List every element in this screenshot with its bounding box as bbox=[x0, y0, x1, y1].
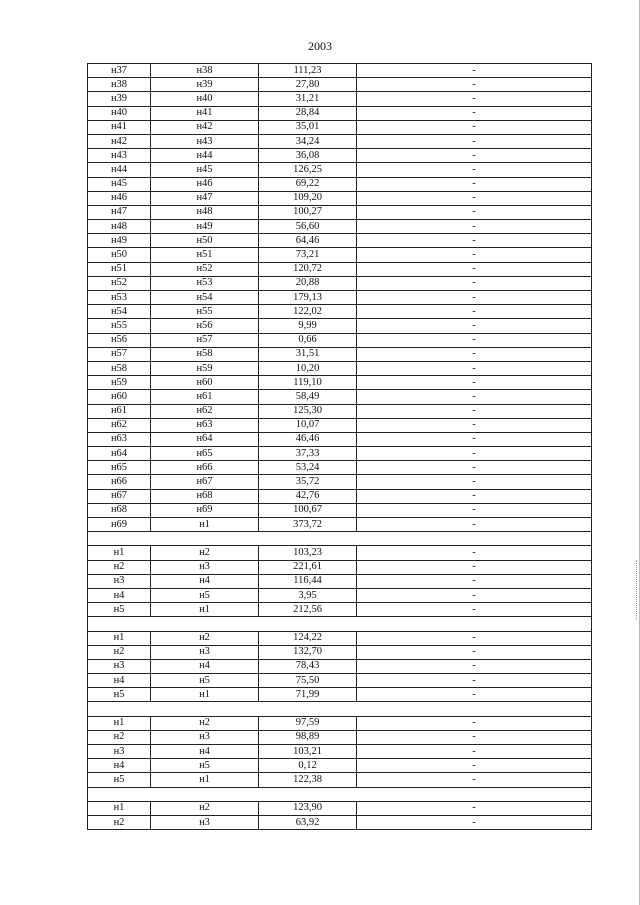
note-cell: - bbox=[357, 120, 592, 134]
note-cell: - bbox=[357, 475, 592, 489]
note-cell: - bbox=[357, 291, 592, 305]
from-point-cell: н44 bbox=[88, 163, 151, 177]
from-point-cell: н57 bbox=[88, 347, 151, 361]
table-row bbox=[88, 177, 592, 191]
from-point-cell: н60 bbox=[88, 390, 151, 404]
from-point-cell: н3 bbox=[88, 659, 151, 673]
from-point-cell: н51 bbox=[88, 262, 151, 276]
distance-cell: 122,38 bbox=[259, 773, 357, 787]
note-cell: - bbox=[357, 659, 592, 673]
table-row bbox=[88, 659, 592, 673]
note-cell: - bbox=[357, 745, 592, 759]
from-point-cell: н62 bbox=[88, 418, 151, 432]
table-row bbox=[88, 78, 592, 92]
to-point-cell: н4 bbox=[151, 659, 259, 673]
distance-cell: 56,60 bbox=[259, 220, 357, 234]
from-point-cell: н52 bbox=[88, 276, 151, 290]
distance-cell: 103,23 bbox=[259, 546, 357, 560]
table-row bbox=[88, 205, 592, 219]
distance-cell: 9,99 bbox=[259, 319, 357, 333]
table-row bbox=[88, 191, 592, 205]
from-point-cell: н4 bbox=[88, 674, 151, 688]
table-row bbox=[88, 815, 592, 829]
note-cell: - bbox=[357, 815, 592, 829]
distance-cell: 73,21 bbox=[259, 248, 357, 262]
to-point-cell: н1 bbox=[151, 773, 259, 787]
from-point-cell: н46 bbox=[88, 191, 151, 205]
from-point-cell: н4 bbox=[88, 759, 151, 773]
to-point-cell: н57 bbox=[151, 333, 259, 347]
to-point-cell: н50 bbox=[151, 234, 259, 248]
note-cell: - bbox=[357, 631, 592, 645]
to-point-cell: н65 bbox=[151, 447, 259, 461]
distance-cell: 119,10 bbox=[259, 376, 357, 390]
table-row bbox=[88, 92, 592, 106]
to-point-cell: н3 bbox=[151, 645, 259, 659]
from-point-cell: н2 bbox=[88, 730, 151, 744]
distance-cell: 0,66 bbox=[259, 333, 357, 347]
note-cell: - bbox=[357, 447, 592, 461]
distance-cell: 78,43 bbox=[259, 659, 357, 673]
note-cell: - bbox=[357, 149, 592, 163]
table-row bbox=[88, 220, 592, 234]
distance-cell: 212,56 bbox=[259, 603, 357, 617]
table-row bbox=[88, 347, 592, 361]
distance-cell: 34,24 bbox=[259, 134, 357, 148]
table-row bbox=[88, 560, 592, 574]
from-point-cell: н59 bbox=[88, 376, 151, 390]
table-row bbox=[88, 688, 592, 702]
note-cell: - bbox=[357, 333, 592, 347]
note-cell: - bbox=[357, 588, 592, 602]
distance-cell: 31,21 bbox=[259, 92, 357, 106]
separator-cell bbox=[88, 787, 592, 801]
to-point-cell: н4 bbox=[151, 574, 259, 588]
distance-cell: 132,70 bbox=[259, 645, 357, 659]
to-point-cell: н63 bbox=[151, 418, 259, 432]
to-point-cell: н2 bbox=[151, 801, 259, 815]
separator-cell bbox=[88, 702, 592, 716]
to-point-cell: н52 bbox=[151, 262, 259, 276]
from-point-cell: н38 bbox=[88, 78, 151, 92]
distance-cell: 28,84 bbox=[259, 106, 357, 120]
distance-cell: 20,88 bbox=[259, 276, 357, 290]
note-cell: - bbox=[357, 560, 592, 574]
distance-cell: 64,46 bbox=[259, 234, 357, 248]
to-point-cell: н60 bbox=[151, 376, 259, 390]
boundary-points-table bbox=[87, 63, 592, 830]
table-row bbox=[88, 234, 592, 248]
scan-artifact bbox=[635, 560, 637, 620]
distance-cell: 122,02 bbox=[259, 305, 357, 319]
from-point-cell: н55 bbox=[88, 319, 151, 333]
table-row bbox=[88, 106, 592, 120]
to-point-cell: н5 bbox=[151, 759, 259, 773]
distance-cell: 63,92 bbox=[259, 815, 357, 829]
table-row bbox=[88, 447, 592, 461]
distance-cell: 100,27 bbox=[259, 205, 357, 219]
note-cell: - bbox=[357, 163, 592, 177]
distance-cell: 35,01 bbox=[259, 120, 357, 134]
distance-cell: 111,23 bbox=[259, 64, 357, 78]
note-cell: - bbox=[357, 801, 592, 815]
from-point-cell: н39 bbox=[88, 92, 151, 106]
from-point-cell: н69 bbox=[88, 518, 151, 532]
from-point-cell: н43 bbox=[88, 149, 151, 163]
to-point-cell: н43 bbox=[151, 134, 259, 148]
distance-cell: 10,20 bbox=[259, 361, 357, 375]
to-point-cell: н44 bbox=[151, 149, 259, 163]
from-point-cell: н48 bbox=[88, 220, 151, 234]
distance-cell: 37,33 bbox=[259, 447, 357, 461]
from-point-cell: н61 bbox=[88, 404, 151, 418]
distance-cell: 123,90 bbox=[259, 801, 357, 815]
to-point-cell: н62 bbox=[151, 404, 259, 418]
distance-cell: 69,22 bbox=[259, 177, 357, 191]
to-point-cell: н49 bbox=[151, 220, 259, 234]
to-point-cell: н53 bbox=[151, 276, 259, 290]
from-point-cell: н1 bbox=[88, 631, 151, 645]
from-point-cell: н37 bbox=[88, 64, 151, 78]
note-cell: - bbox=[357, 418, 592, 432]
from-point-cell: н5 bbox=[88, 688, 151, 702]
distance-cell: 109,20 bbox=[259, 191, 357, 205]
to-point-cell: н1 bbox=[151, 518, 259, 532]
table-row bbox=[88, 716, 592, 730]
from-point-cell: н4 bbox=[88, 588, 151, 602]
distance-cell: 53,24 bbox=[259, 461, 357, 475]
from-point-cell: н54 bbox=[88, 305, 151, 319]
table-row bbox=[88, 588, 592, 602]
from-point-cell: н56 bbox=[88, 333, 151, 347]
table-row bbox=[88, 333, 592, 347]
to-point-cell: н67 bbox=[151, 475, 259, 489]
note-cell: - bbox=[357, 92, 592, 106]
distance-cell: 120,72 bbox=[259, 262, 357, 276]
note-cell: - bbox=[357, 759, 592, 773]
from-point-cell: н41 bbox=[88, 120, 151, 134]
table-row bbox=[88, 134, 592, 148]
table-row bbox=[88, 376, 592, 390]
note-cell: - bbox=[357, 220, 592, 234]
note-cell: - bbox=[357, 305, 592, 319]
distance-cell: 116,44 bbox=[259, 574, 357, 588]
table-row bbox=[88, 291, 592, 305]
to-point-cell: н5 bbox=[151, 674, 259, 688]
note-cell: - bbox=[357, 64, 592, 78]
to-point-cell: н59 bbox=[151, 361, 259, 375]
distance-cell: 27,80 bbox=[259, 78, 357, 92]
block-separator-row bbox=[88, 617, 592, 631]
to-point-cell: н41 bbox=[151, 106, 259, 120]
distance-cell: 124,22 bbox=[259, 631, 357, 645]
from-point-cell: н1 bbox=[88, 546, 151, 560]
from-point-cell: н3 bbox=[88, 745, 151, 759]
to-point-cell: н45 bbox=[151, 163, 259, 177]
distance-cell: 98,89 bbox=[259, 730, 357, 744]
table-row bbox=[88, 305, 592, 319]
note-cell: - bbox=[357, 234, 592, 248]
table-row bbox=[88, 503, 592, 517]
note-cell: - bbox=[357, 404, 592, 418]
note-cell: - bbox=[357, 574, 592, 588]
to-point-cell: н54 bbox=[151, 291, 259, 305]
table-row bbox=[88, 475, 592, 489]
to-point-cell: н47 bbox=[151, 191, 259, 205]
table-row bbox=[88, 262, 592, 276]
table-row bbox=[88, 248, 592, 262]
to-point-cell: н3 bbox=[151, 815, 259, 829]
from-point-cell: н68 bbox=[88, 503, 151, 517]
table-row bbox=[88, 759, 592, 773]
table-row bbox=[88, 432, 592, 446]
to-point-cell: н40 bbox=[151, 92, 259, 106]
distance-cell: 373,72 bbox=[259, 518, 357, 532]
from-point-cell: н5 bbox=[88, 603, 151, 617]
table-row bbox=[88, 674, 592, 688]
note-cell: - bbox=[357, 688, 592, 702]
to-point-cell: н66 bbox=[151, 461, 259, 475]
note-cell: - bbox=[357, 773, 592, 787]
from-point-cell: н1 bbox=[88, 801, 151, 815]
note-cell: - bbox=[357, 503, 592, 517]
note-cell: - bbox=[357, 376, 592, 390]
table-row bbox=[88, 276, 592, 290]
note-cell: - bbox=[357, 177, 592, 191]
distance-cell: 31,51 bbox=[259, 347, 357, 361]
to-point-cell: н46 bbox=[151, 177, 259, 191]
note-cell: - bbox=[357, 432, 592, 446]
to-point-cell: н2 bbox=[151, 631, 259, 645]
note-cell: - bbox=[357, 262, 592, 276]
note-cell: - bbox=[357, 134, 592, 148]
from-point-cell: н67 bbox=[88, 489, 151, 503]
note-cell: - bbox=[357, 716, 592, 730]
to-point-cell: н1 bbox=[151, 688, 259, 702]
to-point-cell: н39 bbox=[151, 78, 259, 92]
from-point-cell: н2 bbox=[88, 645, 151, 659]
table-row bbox=[88, 773, 592, 787]
distance-cell: 126,25 bbox=[259, 163, 357, 177]
from-point-cell: н50 bbox=[88, 248, 151, 262]
distance-cell: 71,99 bbox=[259, 688, 357, 702]
from-point-cell: н2 bbox=[88, 815, 151, 829]
from-point-cell: н64 bbox=[88, 447, 151, 461]
note-cell: - bbox=[357, 319, 592, 333]
to-point-cell: н55 bbox=[151, 305, 259, 319]
distance-cell: 0,12 bbox=[259, 759, 357, 773]
to-point-cell: н4 bbox=[151, 745, 259, 759]
note-cell: - bbox=[357, 78, 592, 92]
from-point-cell: н58 bbox=[88, 361, 151, 375]
block-separator-row bbox=[88, 702, 592, 716]
from-point-cell: н45 bbox=[88, 177, 151, 191]
from-point-cell: н66 bbox=[88, 475, 151, 489]
to-point-cell: н2 bbox=[151, 716, 259, 730]
to-point-cell: н38 bbox=[151, 64, 259, 78]
distance-cell: 46,46 bbox=[259, 432, 357, 446]
table-body bbox=[88, 64, 592, 830]
to-point-cell: н3 bbox=[151, 730, 259, 744]
to-point-cell: н51 bbox=[151, 248, 259, 262]
table-row bbox=[88, 574, 592, 588]
note-cell: - bbox=[357, 603, 592, 617]
table-row bbox=[88, 631, 592, 645]
table-row bbox=[88, 489, 592, 503]
table-row bbox=[88, 319, 592, 333]
distance-cell: 35,72 bbox=[259, 475, 357, 489]
note-cell: - bbox=[357, 347, 592, 361]
table-row bbox=[88, 149, 592, 163]
distance-cell: 75,50 bbox=[259, 674, 357, 688]
distance-cell: 3,95 bbox=[259, 588, 357, 602]
distance-cell: 36,08 bbox=[259, 149, 357, 163]
distance-cell: 103,21 bbox=[259, 745, 357, 759]
table-row bbox=[88, 361, 592, 375]
from-point-cell: н5 bbox=[88, 773, 151, 787]
table-row bbox=[88, 461, 592, 475]
table-row bbox=[88, 645, 592, 659]
from-point-cell: н53 bbox=[88, 291, 151, 305]
note-cell: - bbox=[357, 645, 592, 659]
to-point-cell: н42 bbox=[151, 120, 259, 134]
to-point-cell: н56 bbox=[151, 319, 259, 333]
note-cell: - bbox=[357, 248, 592, 262]
note-cell: - bbox=[357, 106, 592, 120]
note-cell: - bbox=[357, 205, 592, 219]
to-point-cell: н61 bbox=[151, 390, 259, 404]
from-point-cell: н2 bbox=[88, 560, 151, 574]
note-cell: - bbox=[357, 546, 592, 560]
to-point-cell: н48 bbox=[151, 205, 259, 219]
note-cell: - bbox=[357, 674, 592, 688]
table-row bbox=[88, 418, 592, 432]
from-point-cell: н42 bbox=[88, 134, 151, 148]
distance-cell: 221,61 bbox=[259, 560, 357, 574]
table-row bbox=[88, 390, 592, 404]
table-row bbox=[88, 404, 592, 418]
from-point-cell: н1 bbox=[88, 716, 151, 730]
block-separator-row bbox=[88, 532, 592, 546]
from-point-cell: н47 bbox=[88, 205, 151, 219]
table-row bbox=[88, 120, 592, 134]
distance-cell: 179,13 bbox=[259, 291, 357, 305]
note-cell: - bbox=[357, 461, 592, 475]
from-point-cell: н49 bbox=[88, 234, 151, 248]
distance-cell: 58,49 bbox=[259, 390, 357, 404]
distance-cell: 97,59 bbox=[259, 716, 357, 730]
from-point-cell: н40 bbox=[88, 106, 151, 120]
note-cell: - bbox=[357, 390, 592, 404]
table-row bbox=[88, 518, 592, 532]
table-row bbox=[88, 546, 592, 560]
distance-cell: 125,30 bbox=[259, 404, 357, 418]
distance-cell: 42,76 bbox=[259, 489, 357, 503]
table-row bbox=[88, 64, 592, 78]
note-cell: - bbox=[357, 730, 592, 744]
to-point-cell: н64 bbox=[151, 432, 259, 446]
note-cell: - bbox=[357, 191, 592, 205]
to-point-cell: н1 bbox=[151, 603, 259, 617]
to-point-cell: н5 bbox=[151, 588, 259, 602]
distance-cell: 100,67 bbox=[259, 503, 357, 517]
distance-cell: 10,07 bbox=[259, 418, 357, 432]
from-point-cell: н65 bbox=[88, 461, 151, 475]
to-point-cell: н58 bbox=[151, 347, 259, 361]
to-point-cell: н69 bbox=[151, 503, 259, 517]
note-cell: - bbox=[357, 361, 592, 375]
note-cell: - bbox=[357, 518, 592, 532]
from-point-cell: н3 bbox=[88, 574, 151, 588]
table-row bbox=[88, 163, 592, 177]
to-point-cell: н68 bbox=[151, 489, 259, 503]
table-row bbox=[88, 745, 592, 759]
from-point-cell: н63 bbox=[88, 432, 151, 446]
separator-cell bbox=[88, 617, 592, 631]
to-point-cell: н2 bbox=[151, 546, 259, 560]
block-separator-row bbox=[88, 787, 592, 801]
table-row bbox=[88, 730, 592, 744]
note-cell: - bbox=[357, 489, 592, 503]
separator-cell bbox=[88, 532, 592, 546]
table-row bbox=[88, 603, 592, 617]
table-row bbox=[88, 801, 592, 815]
note-cell: - bbox=[357, 276, 592, 290]
page-number: 2003 bbox=[308, 39, 332, 53]
to-point-cell: н3 bbox=[151, 560, 259, 574]
